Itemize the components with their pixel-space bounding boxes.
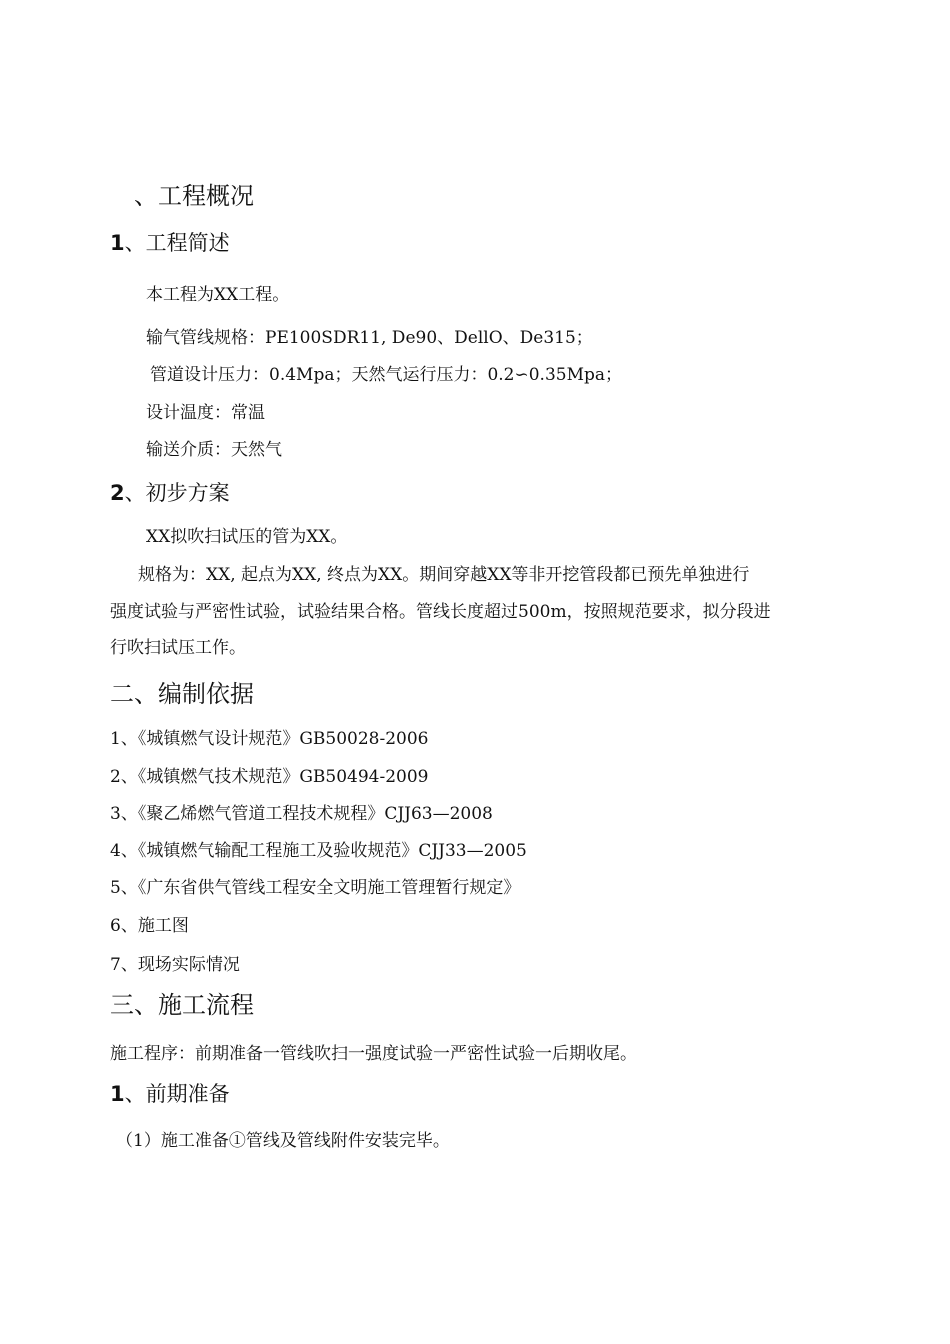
- reference-item: 3、《聚乙烯燃气管道工程技术规程》CJJ63—2008: [110, 804, 493, 824]
- paragraph-line: 规格为：XX, 起点为XX, 终点为XX。期间穿越XX等非开挖管段都已预先单独进行: [138, 565, 750, 585]
- paragraph-line: XX拟吹扫试压的管为XX。: [146, 527, 348, 547]
- paragraph-line: 本工程为XX工程。: [146, 285, 290, 305]
- subsection-number: 2: [110, 481, 125, 505]
- reference-item: 7、现场实际情况: [110, 955, 240, 975]
- reference-item: 4、《城镇燃气输配工程施工及验收规范》CJJ33—2005: [110, 841, 527, 861]
- reference-item: 5、《广东省供气管线工程安全文明施工管理暂行规定》: [110, 878, 521, 898]
- paragraph-line: 输气管线规格：PE100SDR11, De90、DellO、De315；: [146, 328, 593, 348]
- paragraph-line: 强度试验与严密性试验，试验结果合格。管线长度超过500m，按照规范要求，拟分段进: [110, 602, 771, 622]
- subsection-3-1-title: [110, 1078, 230, 1108]
- subsection-number: 1: [110, 231, 125, 255]
- section-2-title: 二、编制依据: [110, 680, 254, 708]
- subsection-text: 、初步方案: [124, 481, 230, 505]
- subsection-text: 、前期准备: [124, 1082, 230, 1106]
- list-item: （1）施工准备①管线及管线附件安装完毕。: [116, 1131, 450, 1151]
- subsection-1-1-title: [110, 227, 230, 257]
- reference-item: 2、《城镇燃气技术规范》GB50494-2009: [110, 767, 429, 787]
- paragraph-line: 输送介质：天然气: [146, 440, 282, 460]
- paragraph-line: 设计温度：常温: [146, 403, 265, 423]
- section-1-title: 、工程概况: [134, 182, 254, 210]
- subsection-number: 1: [110, 1082, 125, 1106]
- procedure-line: 施工程序：前期准备一管线吹扫一强度试验一严密性试验一后期收尾。: [110, 1044, 637, 1064]
- reference-item: 6、施工图: [110, 916, 189, 936]
- paragraph-line: 行吹扫试压工作。: [110, 638, 246, 658]
- subsection-1-2-title: [110, 477, 230, 507]
- reference-item: 1、《城镇燃气设计规范》GB50028-2006: [110, 729, 429, 749]
- section-3-title: 三、施工流程: [110, 991, 254, 1019]
- paragraph-line: 管道设计压力：0.4Mpa；天然气运行压力：0.2∽0.35Mpa；: [150, 365, 623, 385]
- subsection-text: 、工程简述: [124, 231, 230, 255]
